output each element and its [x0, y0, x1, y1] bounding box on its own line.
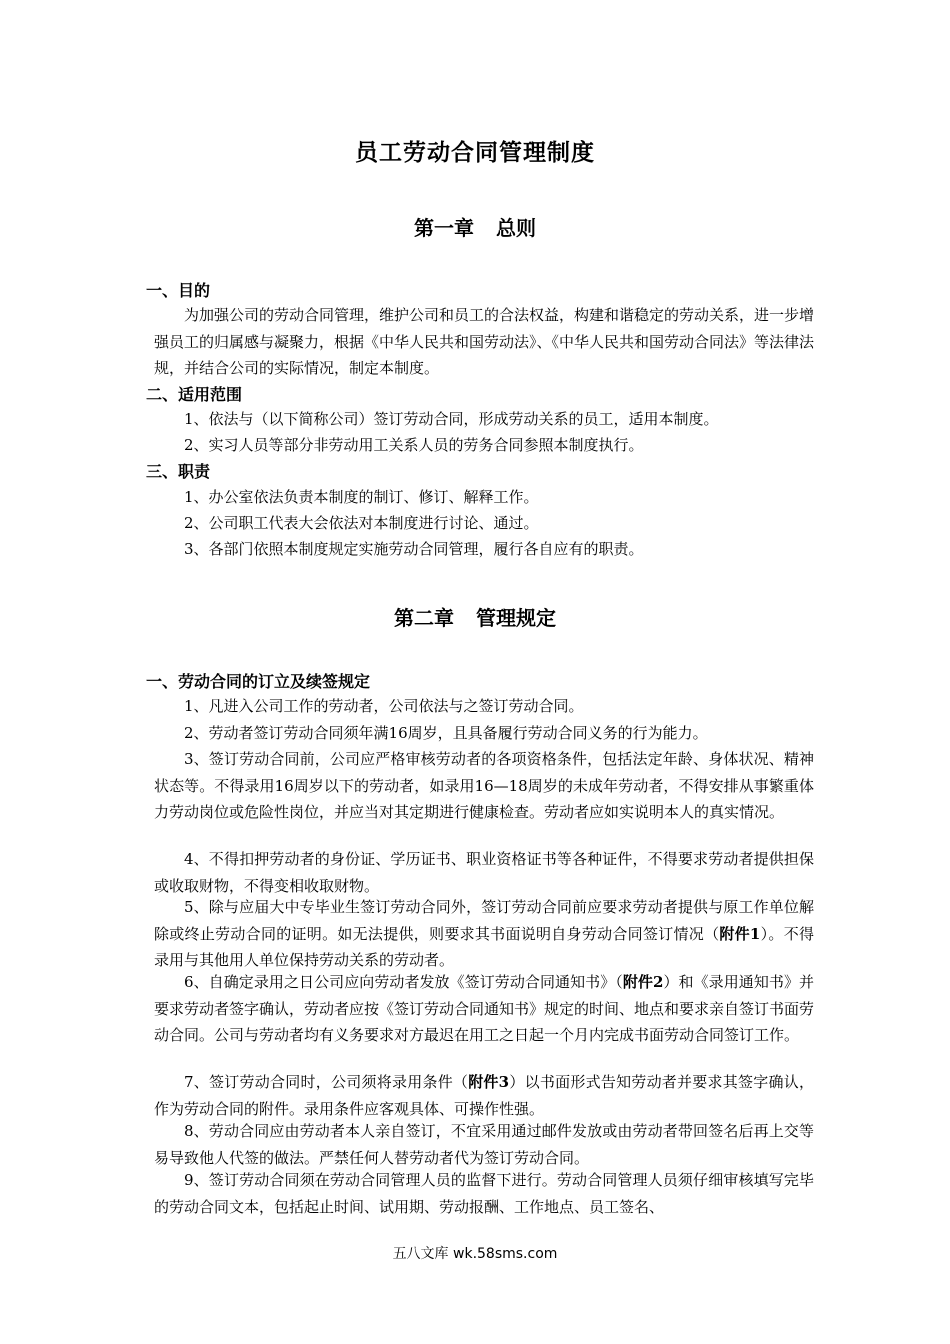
rule-7-text-a: 7、签订劳动合同时，公司须将录用条件（ [184, 1073, 469, 1091]
scope-item-1: 1、依法与（以下简称公司）签订劳动合同，形成劳动关系的员工，适用本制度。 [184, 410, 719, 428]
chapter-1-name: 总则 [496, 216, 536, 240]
rule-1: 1、凡进入公司工作的劳动者，公司依法与之签订劳动合同。 [184, 697, 584, 715]
section-duties-heading: 三、职责 [146, 462, 211, 481]
attachment-1-ref: 附件1 [719, 924, 761, 943]
rule-8: 8、劳动合同应由劳动者本人亲自签订，不宜采用通过邮件发放或由劳动者带回签名后再上交等易导致他人代签的做法。严禁任何人替劳动者代为签订劳动合同。 [154, 1122, 814, 1167]
rule-6-text-b: ）和《录用通知书》并要求劳动者签字确认，劳动者应按《签订劳动合同通知书》规定的时间、地点和要求亲自签订书面劳动合同。公司与劳动者均有义务要求对方最迟在用工之日起一个月内完成书面劳动合同签订工作。 [154, 973, 815, 1045]
rule-6-text-a: 6、自确定录用之日公司应向劳动者发放《签订劳动合同通知书》（ [184, 973, 623, 991]
chapter-2-name: 管理规定 [476, 606, 556, 630]
rule-7 [154, 1069, 814, 1122]
page-footer-watermark: 五八文库 wk.58sms.com [392, 1246, 558, 1262]
rule-5-text-a: 5、除与应届大中专毕业生签订劳动合同外，签订劳动合同前应要求劳动者提供与原工作单位解除或终止劳动合同的证明。如无法提供，则要求其书面说明自身劳动合同签订情况（ [154, 898, 814, 943]
chapter-1-heading [0, 212, 950, 241]
section-contract-signing-heading: 一、劳动合同的订立及续签规定 [146, 672, 371, 691]
section-scope-heading: 二、适用范围 [146, 385, 243, 404]
section-purpose-paragraph: 为加强公司的劳动合同管理，维护公司和员工的合法权益，构建和谐稳定的劳动关系，进一步增强员工的归属感与凝聚力，根据《中华人民共和国劳动法》、《中华人民共和国劳动合同法》等法律法规，并结合公司的实际情况，制定本制度。 [154, 306, 815, 378]
document-title: 员工劳动合同管理制度 [355, 139, 595, 166]
attachment-3-ref: 附件3 [468, 1073, 510, 1091]
rule-4: 4、不得扣押劳动者的身份证、学历证书、职业资格证书等各种证件，不得要求劳动者提供担保或收取财物，不得变相收取财物。 [154, 850, 814, 895]
scope-item-2: 2、实习人员等部分非劳动用工关系人员的劳务合同参照本制度执行。 [184, 436, 644, 454]
rule-3: 3、签订劳动合同前，公司应严格审核劳动者的各项资格条件，包括法定年龄、身体状况、精神状态等。不得录用16周岁以下的劳动者，如录用16—18周岁的未成年劳动者，不得安排从事繁重体力劳动岗位或危险性岗位，并应当对其定期进行健康检查。劳动者应如实说明本人的真实情况。 [154, 750, 814, 822]
rule-5 [154, 894, 814, 974]
chapter-1-number: 第一章 [414, 216, 474, 240]
chapter-2-heading [0, 602, 950, 631]
chapter-2-number: 第二章 [394, 606, 454, 630]
duty-item-3: 3、各部门依照本制度规定实施劳动合同管理，履行各自应有的职责。 [184, 540, 644, 558]
rule-5-text-b: ）。不得录用与其他用人单位保持劳动关系的劳动者。 [154, 924, 814, 970]
duty-item-2: 2、公司职工代表大会依法对本制度进行讨论、通过。 [184, 514, 539, 532]
duty-item-1: 1、办公室依法负责本制度的制订、修订、解释工作。 [184, 488, 539, 506]
rule-9: 9、签订劳动合同须在劳动合同管理人员的监督下进行。劳动合同管理人员须仔细审核填写完毕的劳动合同文本，包括起止时间、试用期、劳动报酬、工作地点、员工签名、 [154, 1171, 814, 1216]
rule-6 [154, 969, 814, 1049]
rule-7-text-b: ）以书面形式告知劳动者并要求其签字确认，作为劳动合同的附件。录用条件应客观具体、可操作性强。 [154, 1073, 815, 1118]
rule-2: 2、劳动者签订劳动合同须年满16周岁，且具备履行劳动合同义务的行为能力。 [184, 724, 708, 742]
attachment-2-ref: 附件2 [622, 973, 664, 991]
section-purpose-heading: 一、目的 [146, 281, 211, 300]
